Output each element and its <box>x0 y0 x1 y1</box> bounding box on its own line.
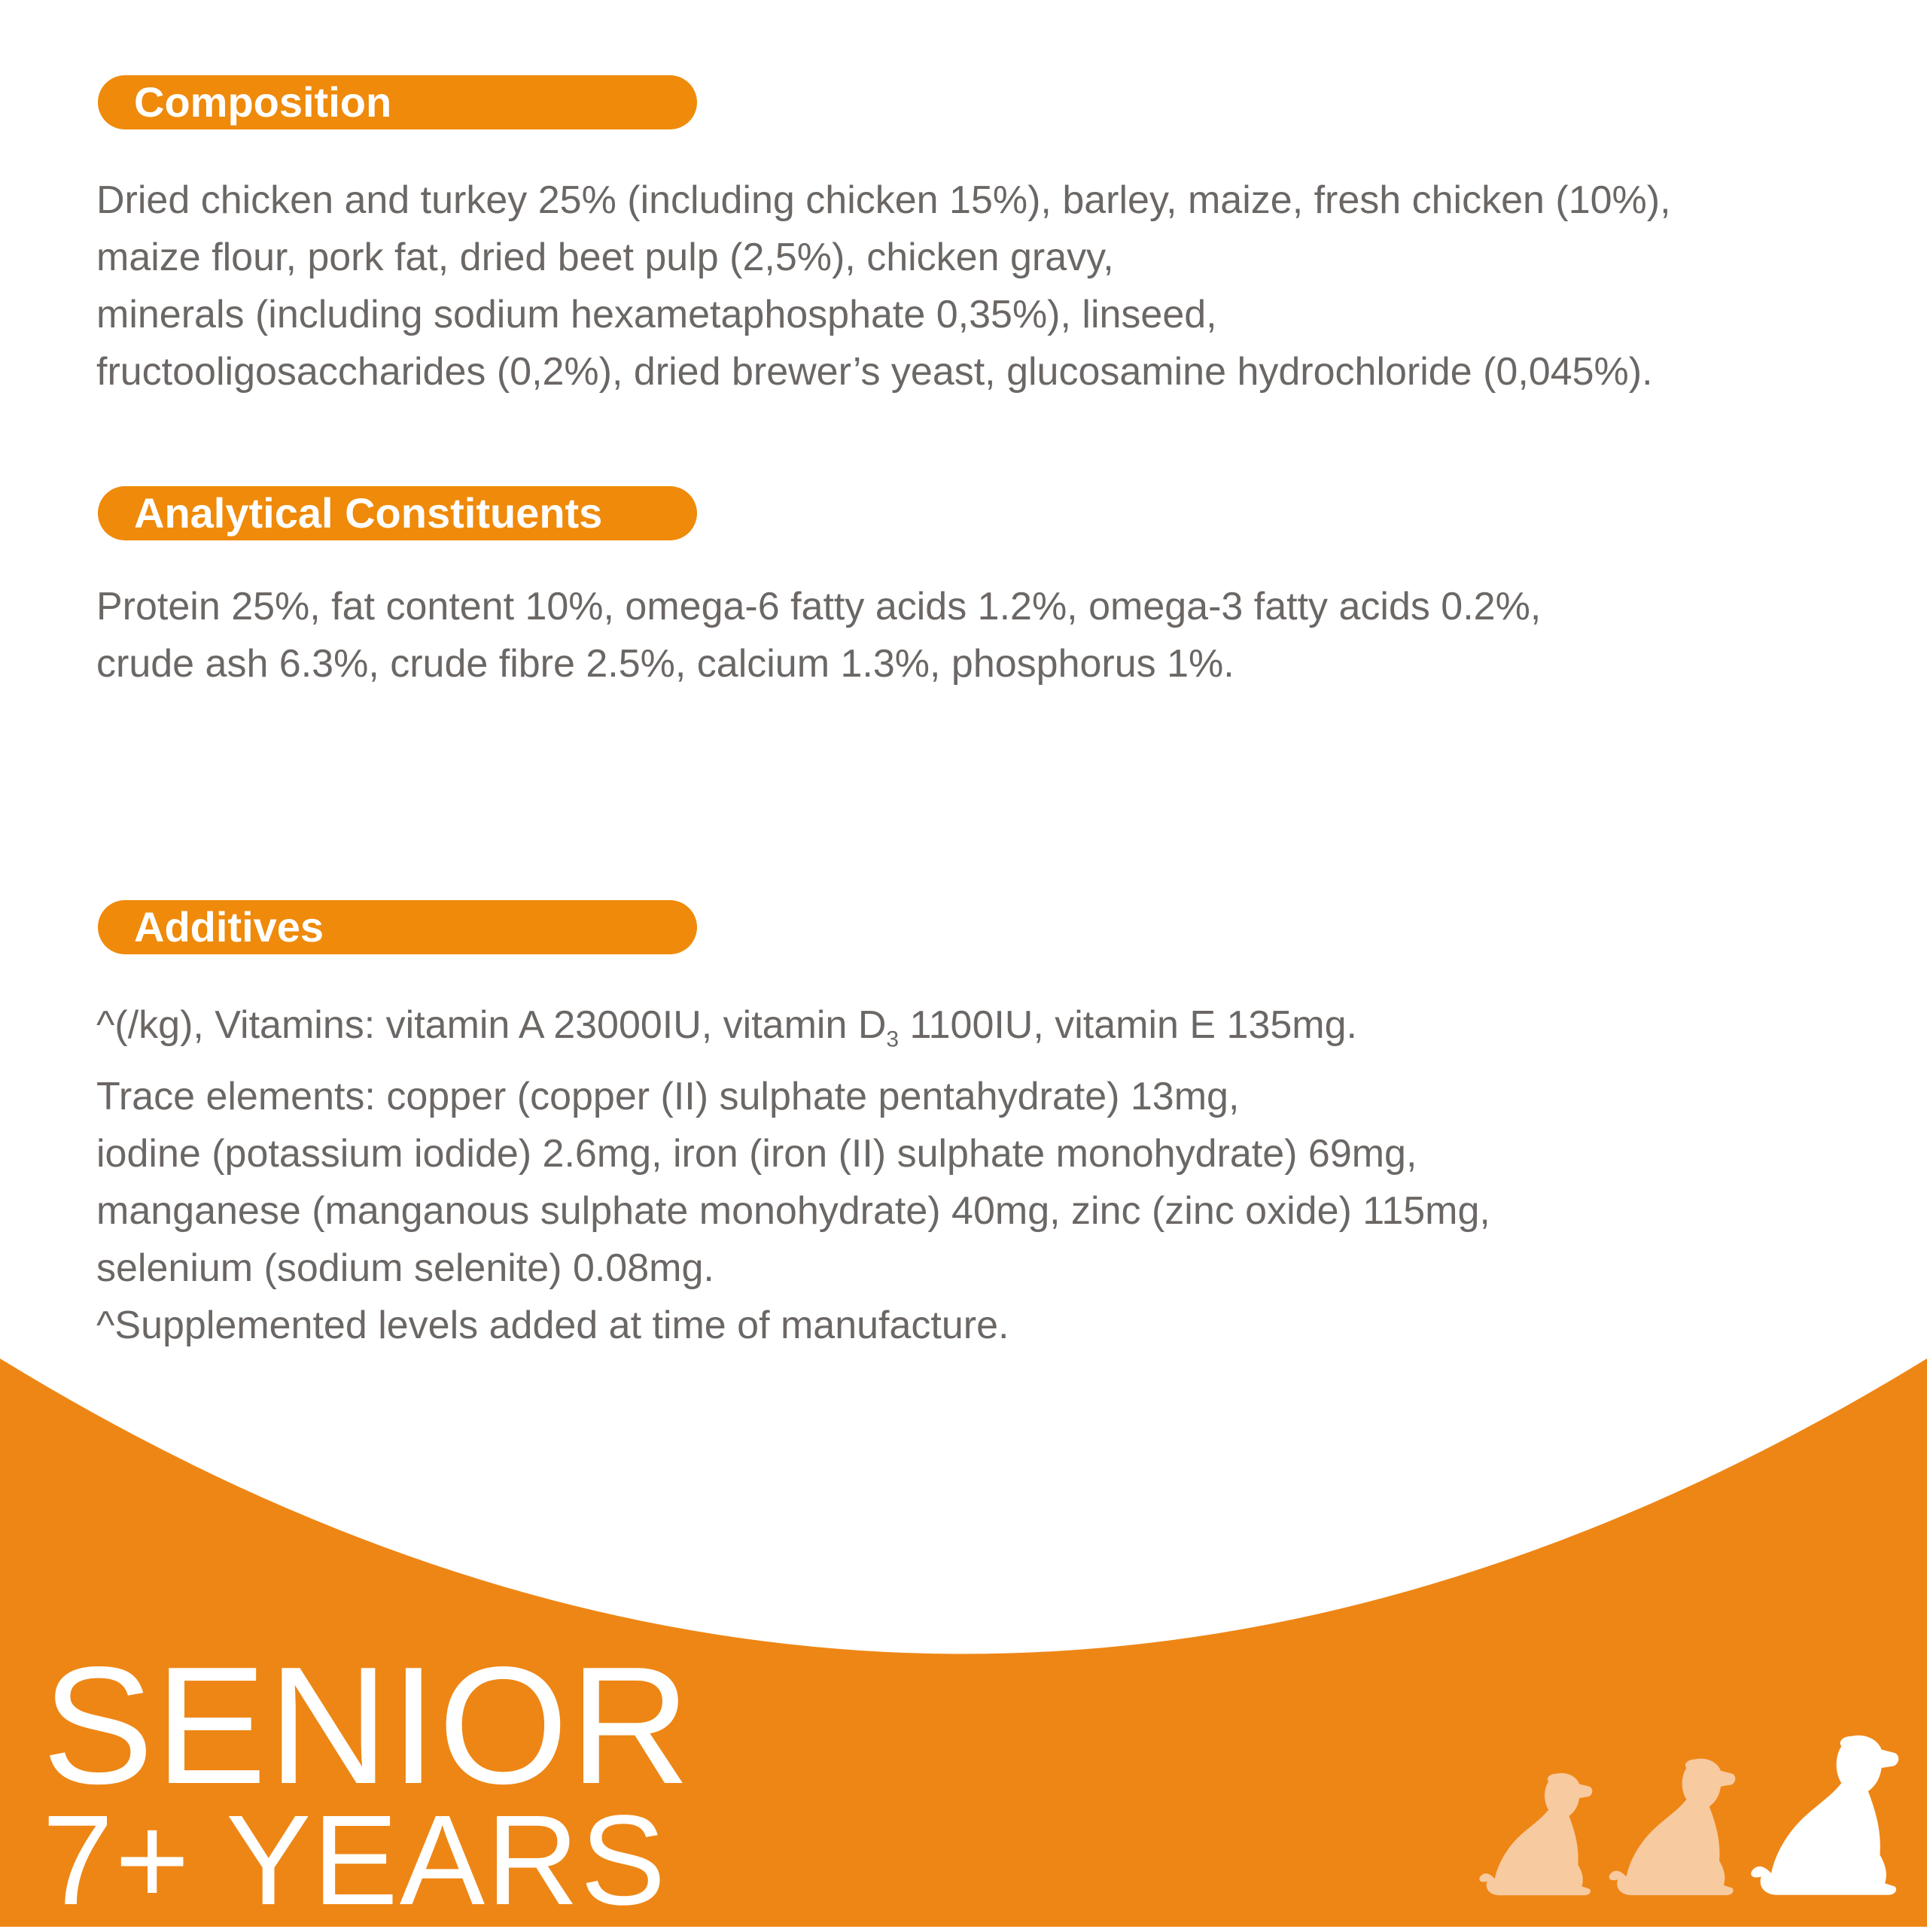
composition-line: maize flour, pork fat, dried beet pulp (2,5%), chicken gravy, <box>96 236 1114 279</box>
dog-sitting-icon <box>1748 1730 1915 1897</box>
analytical-text <box>96 578 1873 692</box>
analytical-line: Protein 25%, fat content 10%, omega-6 fatty acids 1.2%, omega-3 fatty acids 0.2%, <box>96 585 1542 628</box>
dog-sitting-icon <box>1477 1769 1605 1897</box>
composition-line: fructooligosaccharides (0,2%), dried brewer’s yeast, glucosamine hydrochloride (0,045%). <box>96 350 1653 394</box>
additives-line1-rest: 1100IU, vitamin E 135mg. <box>899 1003 1357 1047</box>
section-heading-analytical-constituents: Analytical Constituents <box>98 486 697 540</box>
composition-line: Dried chicken and turkey 25% (including chicken 15%), barley, maize, fresh chicken (10%), <box>96 178 1671 222</box>
additives-text <box>96 996 1873 1354</box>
banner-subtitle: 7+ YEARS <box>42 1789 668 1932</box>
section-heading-composition: Composition <box>98 75 697 129</box>
analytical-line: crude ash 6.3%, crude fibre 2.5%, calcium 1.3%, phosphorus 1%. <box>96 642 1234 686</box>
subscript-3: 3 <box>886 1027 900 1052</box>
banner-title: SENIOR <box>42 1632 693 1819</box>
additives-line: selenium (sodium selenite) 0.08mg. <box>96 1246 714 1291</box>
additives-line: Trace elements: copper (copper (II) sulphate pentahydrate) 13mg, <box>96 1075 1240 1119</box>
dog-sitting-icon <box>1606 1754 1749 1897</box>
composition-text <box>96 172 1873 400</box>
additives-line: manganese (manganous sulphate monohydrate) 40mg, zinc (zinc oxide) 115mg, <box>96 1189 1490 1234</box>
additives-line: iodine (potassium iodide) 2.6mg, iron (iron (II) sulphate monohydrate) 69mg, <box>96 1132 1417 1176</box>
additives-line1-text: ^(/kg), Vitamins: vitamin A 23000IU, vitamin D <box>96 1003 887 1047</box>
additives-line <box>96 996 1873 1068</box>
composition-line: minerals (including sodium hexametaphosphate 0,35%), linseed, <box>96 293 1217 336</box>
section-heading-additives: Additives <box>98 900 697 954</box>
additives-line: ^Supplemented levels added at time of manufacture. <box>96 1304 1009 1348</box>
